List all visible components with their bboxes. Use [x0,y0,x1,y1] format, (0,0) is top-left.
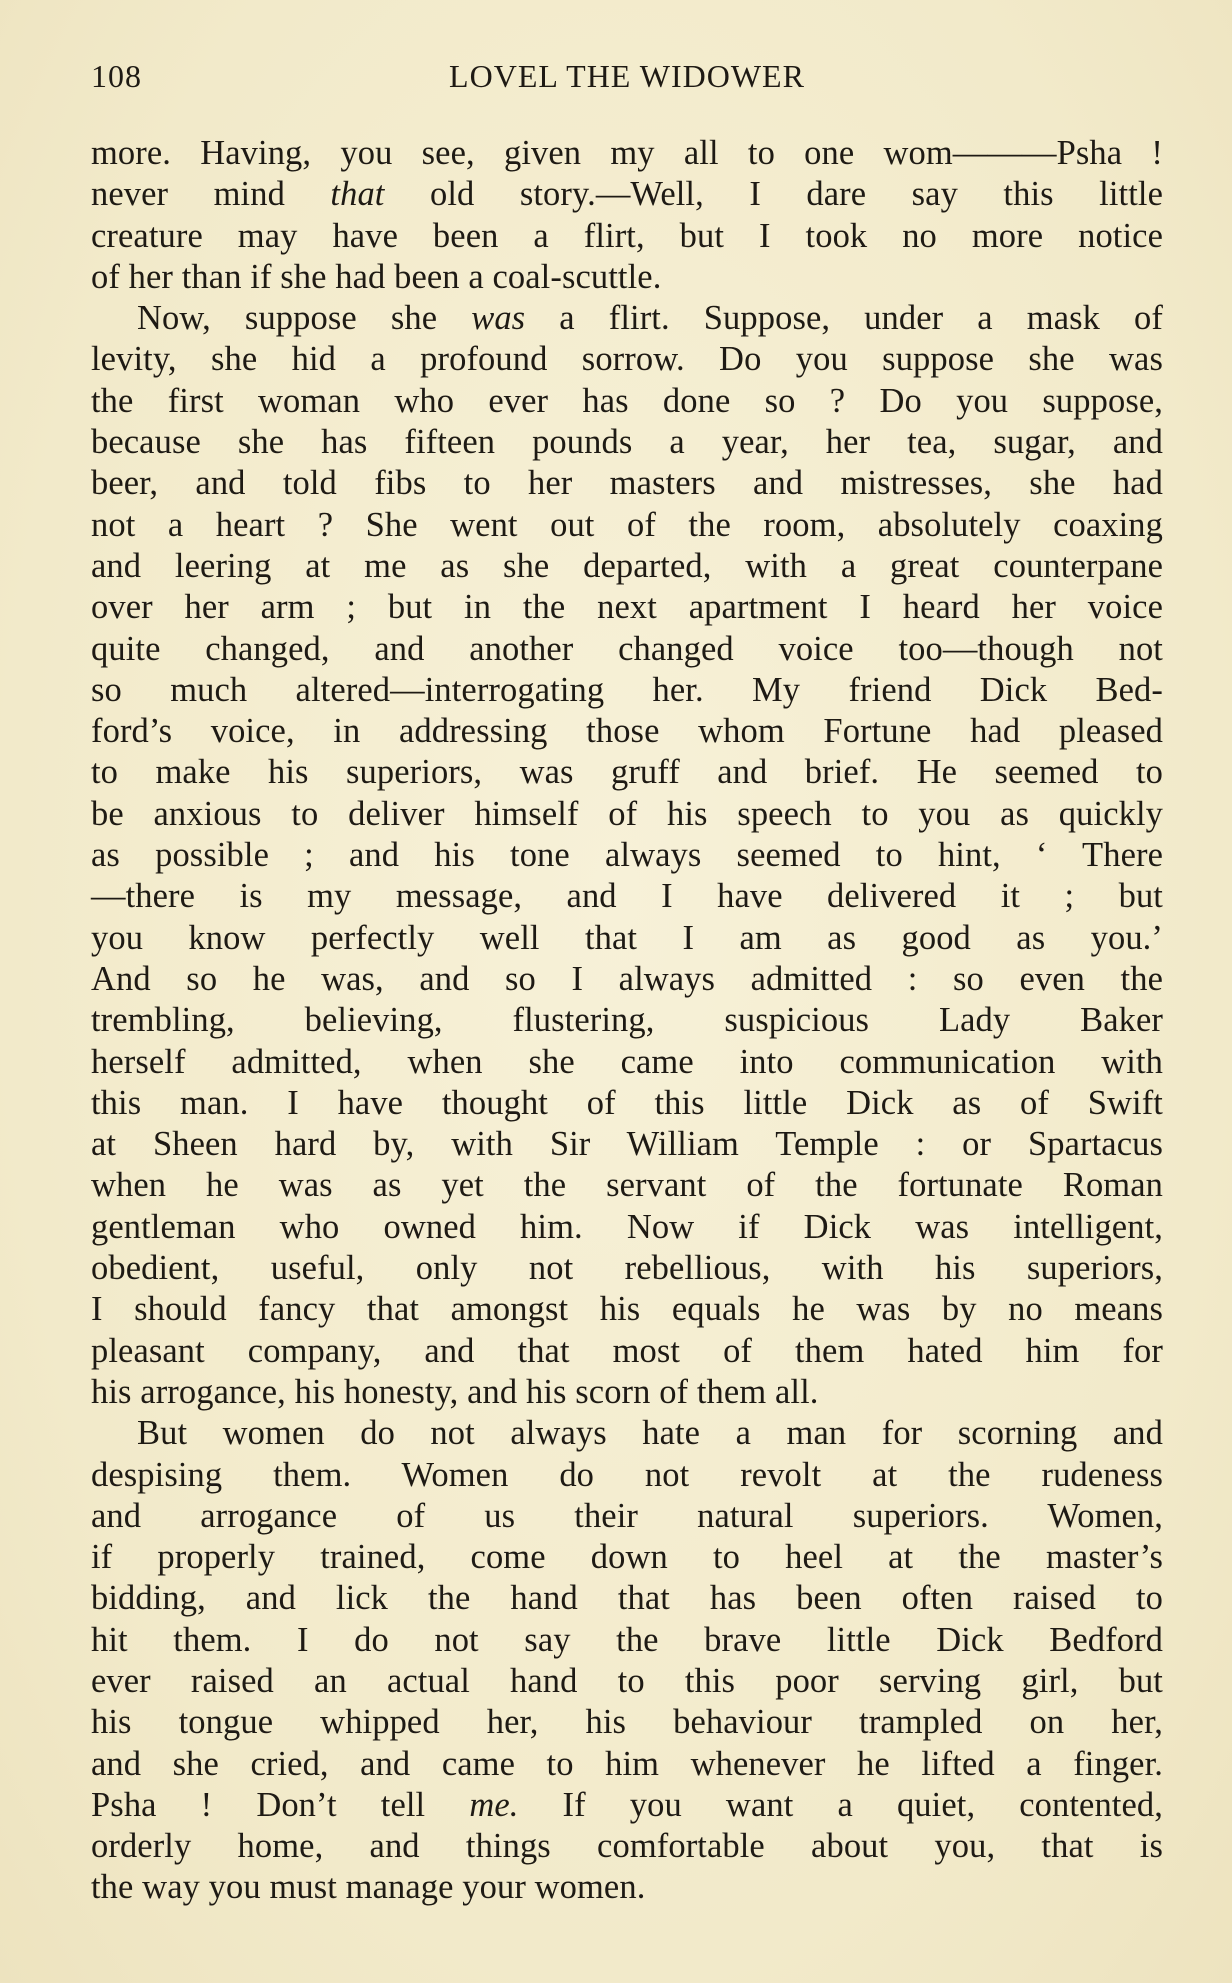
text-run: ford’s voice, in addressing those whom Fortune had pleased [91,712,1163,751]
text-run: the way you must manage your women. [91,1868,646,1907]
text-line [91,794,1163,835]
text-run: if properly trained, come down to heel at the master’s [91,1538,1163,1577]
text-run: despising them. Women do not revolt at the rudeness [91,1455,1163,1494]
text-line [91,1661,1163,1702]
text-line [91,1455,1163,1496]
text-run: Now, suppose she [137,299,472,338]
text-run: orderly home, and things comfortable about you, that is [91,1827,1163,1866]
text-line [91,1165,1163,1206]
text-line [91,1372,1163,1413]
text-run: bidding, and lick the hand that has been often raised to [91,1579,1163,1618]
page-header [91,58,1163,104]
text-line [91,587,1163,628]
text-run: when he was as yet the servant of the fortunate Roman [91,1166,1163,1205]
text-run: quite changed, and another changed voice too—though not [91,629,1163,668]
text-line [91,629,1163,670]
text-line [91,505,1163,546]
text-line [91,257,1163,298]
text-run: at Sheen hard by, with Sir William Temple : or Spartacus [91,1125,1163,1164]
text-run: and she cried, and came to him whenever he lifted a finger. [91,1744,1163,1783]
text-line [91,381,1163,422]
text-line [91,1042,1163,1083]
text-run: be anxious to deliver himself of his speech to you as quickly [91,794,1163,833]
text-run: this man. I have thought of this little Dick as of Swift [91,1083,1163,1122]
text-line [91,835,1163,876]
text-run: pleasant company, and that most of them hated him for [91,1331,1163,1370]
text-line [91,1867,1163,1908]
text-line [91,876,1163,917]
text-run: and leering at me as she departed, with a great counterpane [91,546,1163,585]
text-line [91,1496,1163,1537]
text-run: his arrogance, his honesty, and his scorn of them all. [91,1372,819,1411]
text-line [91,422,1163,463]
text-run: of her than if she had been a coal-scuttle. [91,257,662,296]
text-line [91,959,1163,1000]
text-line [91,1000,1163,1041]
text-line [91,1702,1163,1743]
running-title: LOVEL THE WIDOWER [449,58,805,94]
text-line [91,463,1163,504]
italic-text: was [471,299,526,338]
text-line [91,1744,1163,1785]
text-run: his tongue whipped her, his behaviour trampled on her, [91,1703,1163,1742]
text-run: you know perfectly well that I am as good as you.’ [91,918,1163,957]
text-run: to make his superiors, was gruff and brief. He seemed to [91,753,1163,792]
text-line [91,1248,1163,1289]
text-line [91,1331,1163,1372]
text-run: Psha ! Don’t tell [91,1785,470,1824]
text-run: old story.—Well, I dare say this little [384,175,1163,214]
text-run: I should fancy that amongst his equals he was by no means [91,1290,1163,1329]
text-run: But women do not always hate a man for scorning and [137,1414,1163,1453]
text-line [91,1124,1163,1165]
text-run: more. Having, you see, given my all to one wom———Psha ! [91,134,1163,172]
text-line [91,1537,1163,1578]
text-line [91,1826,1163,1867]
text-line [91,1785,1163,1826]
text-line [91,918,1163,959]
text-line [91,546,1163,587]
text-run: because she has fifteen pounds a year, her tea, sugar, and [91,423,1163,462]
text-run: as possible ; and his tone always seemed to hint, ‘ There [91,836,1163,875]
text-line [91,1578,1163,1619]
text-line [91,339,1163,380]
text-run: creature may have been a flirt, but I took no more notice [91,216,1163,255]
text-line [91,1289,1163,1330]
text-run: And so he was, and so I always admitted : so even the [91,959,1163,998]
text-run: gentleman who owned him. Now if Dick was intelligent, [91,1207,1163,1246]
text-run: over her arm ; but in the next apartment I heard her voice [91,588,1163,627]
text-run: so much altered—interrogating her. My friend Dick Bed- [91,670,1163,709]
page-number: 108 [91,58,142,94]
text-run: beer, and told fibs to her masters and mistresses, she had [91,464,1163,503]
text-line [91,1413,1163,1454]
text-run: not a heart ? She went out of the room, absolutely coaxing [91,505,1163,544]
text-run: ever raised an actual hand to this poor serving girl, but [91,1661,1163,1700]
body-text [91,133,1163,1909]
text-run: —there is my message, and I have delivered it ; but [91,877,1163,916]
text-run: a flirt. Suppose, under a mask of [525,299,1163,338]
text-run: and arrogance of us their natural superiors. Women, [91,1496,1163,1535]
text-line [91,133,1163,174]
italic-text: me. [469,1785,519,1824]
text-run: hit them. I do not say the brave little Dick Bedford [91,1620,1163,1659]
text-line [91,298,1163,339]
text-line [91,1207,1163,1248]
text-run: trembling, believing, flustering, suspicious Lady Baker [91,1001,1163,1040]
text-line [91,1083,1163,1124]
text-line [91,752,1163,793]
italic-text: that [330,175,385,214]
text-run: never mind [91,175,331,214]
text-line [91,216,1163,257]
text-run: the first woman who ever has done so ? Do you suppose, [91,381,1163,420]
text-line [91,174,1163,215]
text-line [91,670,1163,711]
text-run: herself admitted, when she came into communication with [91,1042,1163,1081]
text-run: If you want a quiet, contented, [518,1785,1163,1824]
text-line [91,711,1163,752]
text-line [91,1620,1163,1661]
text-run: obedient, useful, only not rebellious, with his superiors, [91,1249,1163,1288]
text-run: levity, she hid a profound sorrow. Do you suppose she was [91,340,1163,379]
